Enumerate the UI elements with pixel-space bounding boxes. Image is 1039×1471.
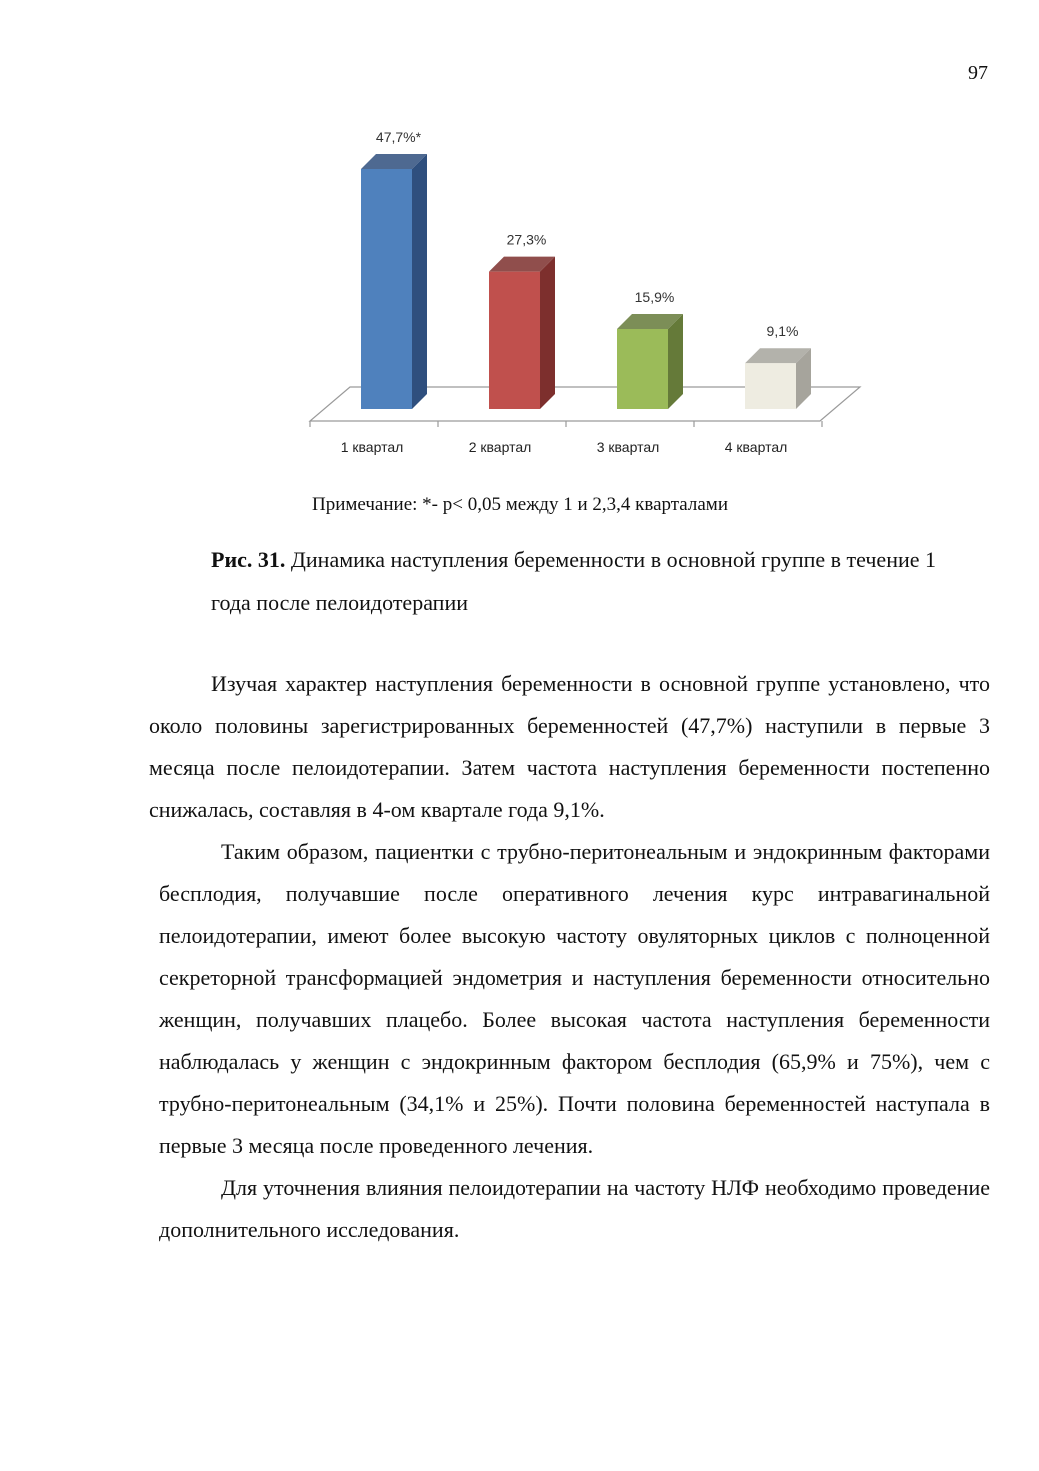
category-label-1: 1 квартал	[340, 439, 404, 455]
bar-front	[361, 169, 412, 409]
bar-1	[361, 154, 427, 409]
paragraph-2: Таким образом, пациентки с трубно-перитонеальным и эндокринным факторами бесплодия, получавшие после оперативного лечения курс интравагинальной пелоидотерапии, имеют более высокую частоту овуляторных циклов с полноценной секреторной трансформацией эндометрия и наступления беременности относительно женщин, получавших плацебо. Более высокая частота наступления беременности наблюдалась у женщин с эндокринным фактором бесплодия (65,9% и 75%), чем с трубно-перитонеальным (34,1% и 25%). Почти половина беременностей наступала в первые 3 месяца после проведенного лечения.	[159, 839, 990, 1158]
figure-label: Рис. 31.	[211, 547, 286, 572]
bar-side	[412, 154, 427, 409]
paragraph-1: Изучая характер наступления беременности в основной группе установлено, что около половины зарегистрированных беременностей (47,7%) наступили в первые 3 месяца после пелоидотерапии. Затем частота наступления беременности постепенно снижалась, составляя в 4-ом квартале года 9,1%.	[149, 671, 990, 822]
figure-caption	[211, 538, 971, 624]
category-label-4: 4 квартал	[724, 439, 788, 455]
bar-front	[745, 363, 796, 409]
bar-chart	[300, 125, 870, 470]
data-label-1: 47,7%*	[375, 129, 422, 145]
bar-4	[745, 348, 811, 409]
bar-3	[617, 314, 683, 409]
category-label-2: 2 квартал	[468, 439, 532, 455]
bar-2	[489, 257, 555, 409]
data-label-4: 9,1%	[766, 323, 799, 340]
paragraph-3: Для уточнения влияния пелоидотерапии на частоту НЛФ необходимо проведение дополнительного исследования.	[159, 1175, 990, 1242]
figure-caption-text: Динамика наступления беременности в основной группе в течение 1 года после пелоидотерапии	[211, 547, 937, 615]
bar-front	[617, 329, 668, 409]
page-number: 97	[968, 62, 988, 84]
category-label-3: 3 квартал	[596, 439, 660, 455]
body-text	[149, 663, 990, 1251]
chart-note: Примечание: *- p< 0,05 между 1 и 2,3,4 кварталами	[312, 494, 728, 515]
bar-front	[489, 272, 540, 409]
data-label-2: 27,3%	[506, 231, 547, 248]
bar-side	[668, 314, 683, 409]
data-label-3: 15,9%	[634, 289, 675, 305]
bar-side	[540, 257, 555, 409]
